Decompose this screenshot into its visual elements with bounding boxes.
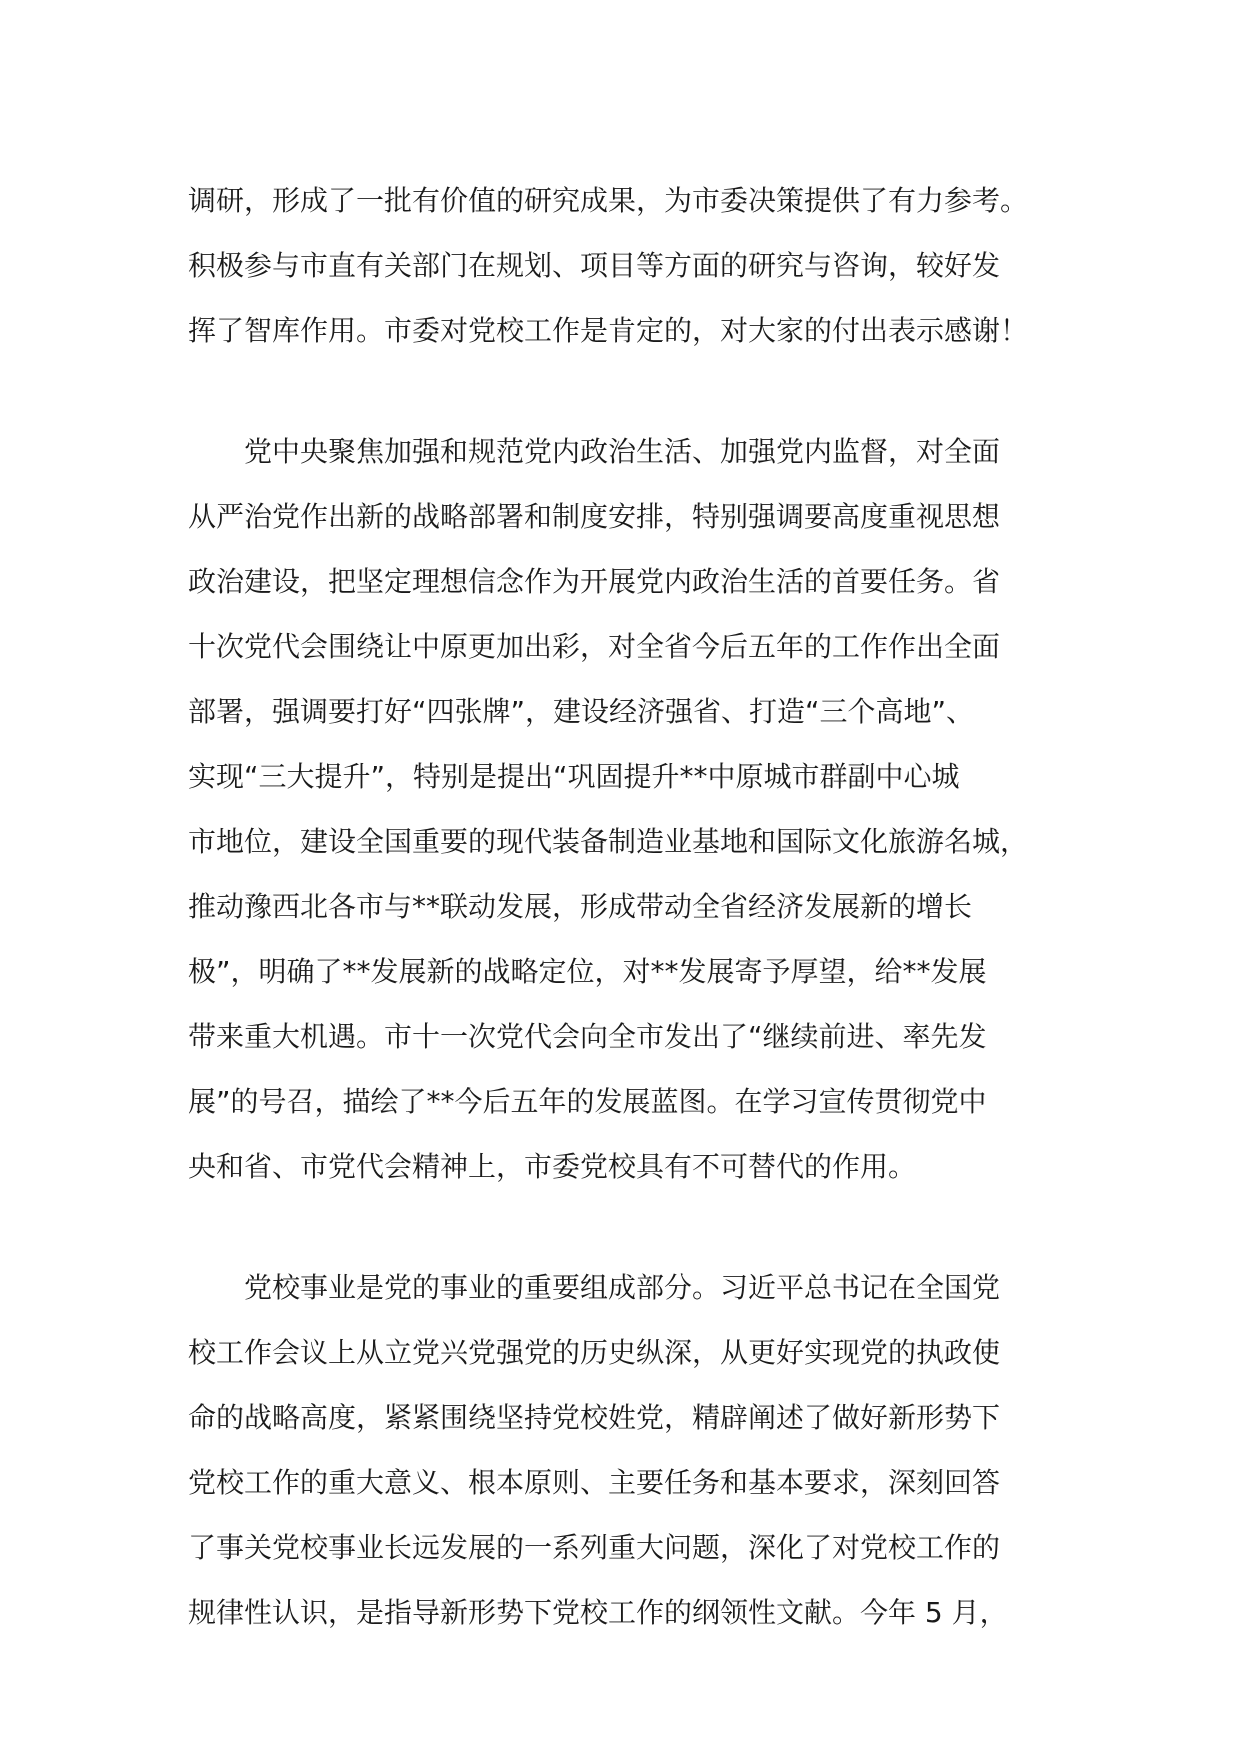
paragraph-line: 党校工作的重大意义、根本原则、主要任务和基本要求，深刻回答 xyxy=(188,1466,1001,1499)
paragraph-2 xyxy=(188,419,1068,1199)
paragraph-line: 党中央聚焦加强和规范党内政治生活、加强党内监督，对全面 xyxy=(244,435,1001,468)
paragraph-line: 挥了智库作用。市委对党校工作是肯定的，对大家的付出表示感谢！ xyxy=(188,314,1029,347)
paragraph-line: 实现“三大提升”，特别是提出“巩固提升**中原城市群副中心城 xyxy=(188,760,960,793)
paragraph-line: 命的战略高度，紧紧围绕坚持党校姓党，精辟阐述了做好新形势下 xyxy=(188,1401,1001,1434)
paragraph-line: 调研，形成了一批有价值的研究成果，为市委决策提供了有力参考。 xyxy=(188,184,1029,217)
paragraph-line: 党校事业是党的事业的重要组成部分。习近平总书记在全国党 xyxy=(244,1271,1001,1304)
paragraph-line: 十次党代会围绕让中原更加出彩，对全省今后五年的工作作出全面 xyxy=(188,630,1001,663)
paragraph-line: 从严治党作出新的战略部署和制度安排，特别强调要高度重视思想 xyxy=(188,500,1001,533)
paragraph-1 xyxy=(188,168,1068,363)
paragraph-line: 积极参与市直有关部门在规划、项目等方面的研究与咨询，较好发 xyxy=(188,249,1001,282)
paragraph-line: 部署，强调要打好“四张牌”，建设经济强省、打造“三个高地”、 xyxy=(188,695,975,728)
paragraph-line: 带来重大机遇。市十一次党代会向全市发出了“继续前进、率先发 xyxy=(188,1020,987,1053)
paragraph-line: 校工作会议上从立党兴党强党的历史纵深，从更好实现党的执政使 xyxy=(188,1336,1001,1369)
paragraph-line: 展”的号召，描绘了**今后五年的发展蓝图。在学习宣传贯彻党中 xyxy=(188,1085,987,1118)
paragraph-line: 规律性认识，是指导新形势下党校工作的纲领性文献。今年 5 月， xyxy=(188,1596,1008,1629)
paragraph-line: 央和省、市党代会精神上，市委党校具有不可替代的作用。 xyxy=(188,1150,917,1183)
paragraph-line: 推动豫西北各市与**联动发展，形成带动全省经济发展新的增长 xyxy=(188,890,973,923)
paragraph-3 xyxy=(188,1255,1068,1645)
paragraph-line: 政治建设，把坚定理想信念作为开展党内政治生活的首要任务。省 xyxy=(188,565,1001,598)
paragraph-line: 极”，明确了**发展新的战略定位，对**发展寄予厚望，给**发展 xyxy=(188,955,987,988)
document-body xyxy=(188,168,1068,1645)
paragraph-spacer xyxy=(188,1199,1068,1257)
paragraph-line: 了事关党校事业长远发展的一系列重大问题，深化了对党校工作的 xyxy=(188,1531,1001,1564)
paragraph-line: 市地位，建设全国重要的现代装备制造业基地和国际文化旅游名城， xyxy=(188,825,1029,858)
paragraph-spacer xyxy=(188,363,1068,421)
